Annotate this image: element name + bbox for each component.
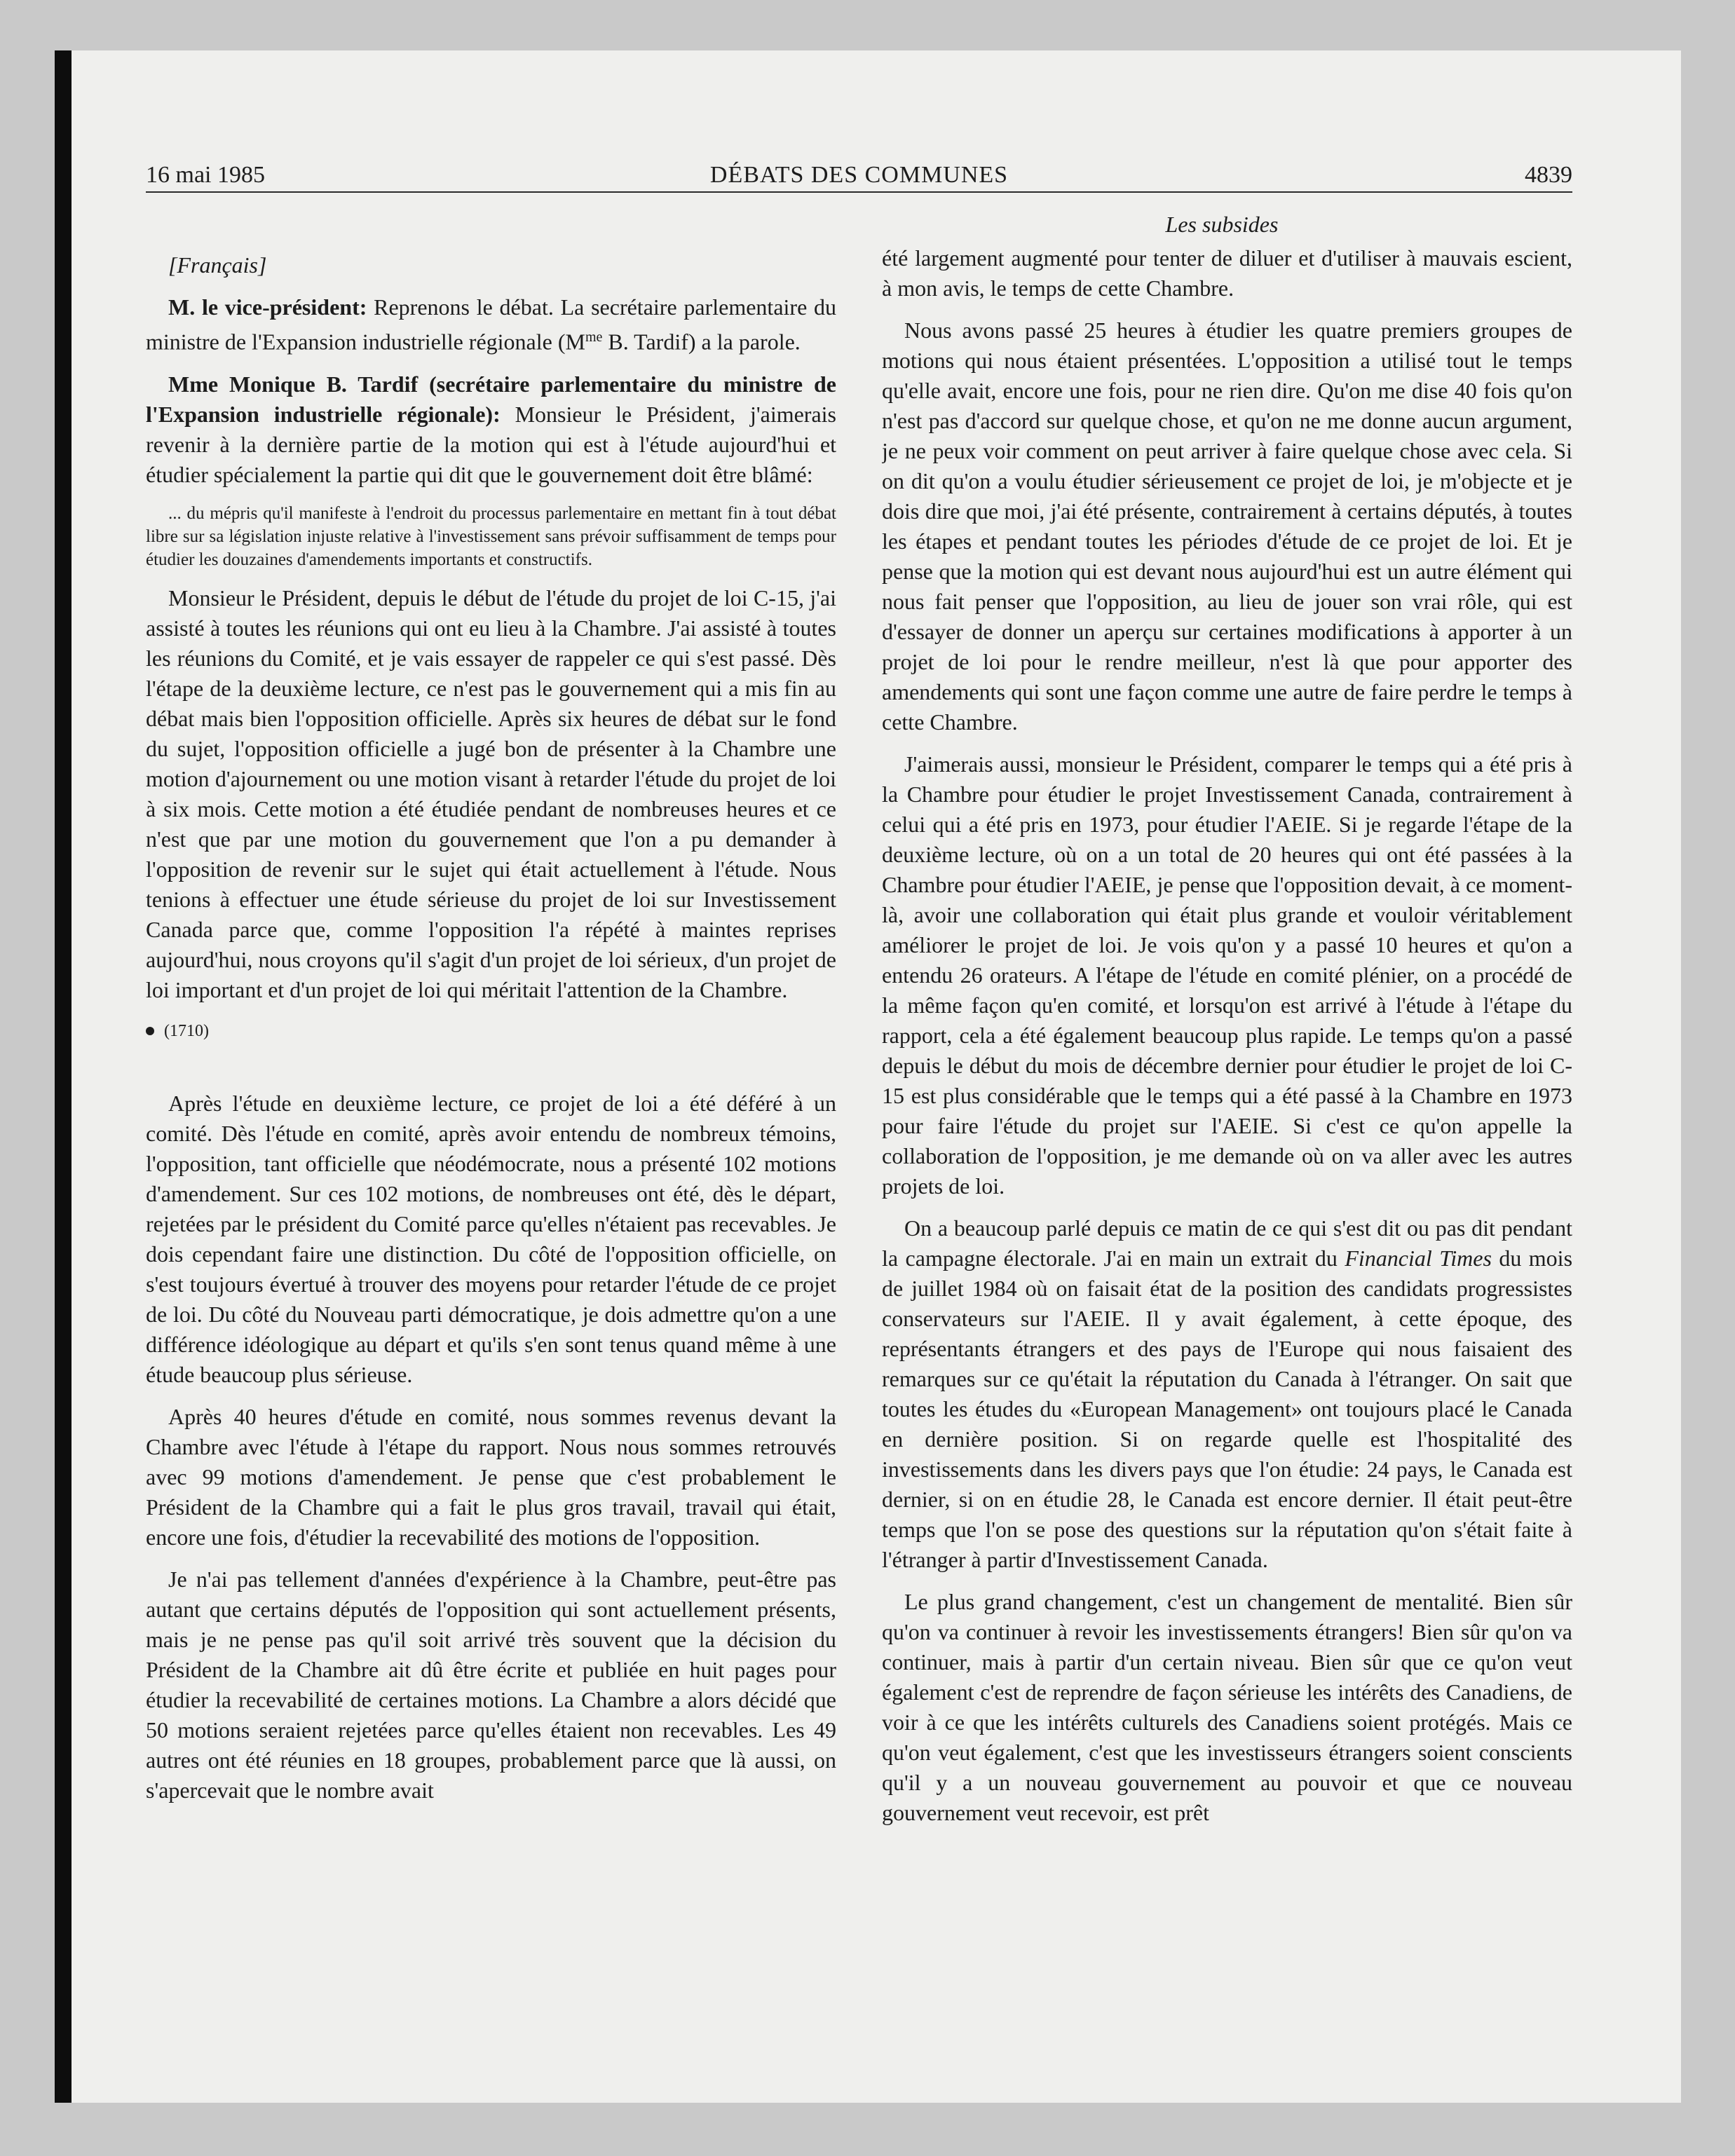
paragraph: Après l'étude en deuxième lecture, ce projet de loi a été déféré à un comité. Dès l'étude en comité, après avoir entendu de nombreux témoins, l'opposition, tant officielle que néodémocrate, nous a présenté 102 motions d'amendement. Sur ces 102 motions, de nombreuses ont été, dès le départ, rejetées par le président du Comité parce qu'elles n'étaient pas recevables. Je dois cependant faire une distinction. Du côté de l'opposition officielle, on s'est toujours évertué à trouver des moyens pour retarder l'étude de ce projet de loi. Du côté du Nouveau parti démocratique, je dois admettre qu'on a une différence idéologique au départ et qu'ils s'en sont tenus quand même à une étude beaucoup plus sérieuse. <box>146 1090 836 1387</box>
paragraph: Monsieur le Président, depuis le début de l'étude du projet de loi C-15, j'ai assisté à toutes les réunions qui ont eu lieu à la Chambre. J'ai assisté à toutes les réunions du Comité, et je vais essayer de rappeler ce qui s'est passé. Dès l'étape de la deuxième lecture, ce n'est pas le gouvernement qui a mis fin au débat mais bien l'opposition officielle. Après six heures de débat sur le fond du sujet, l'opposition officielle a jugé bon de présenter à la Chambre une motion d'ajournement ou une motion visant à retarder l'étude du projet de loi à six mois. Cette motion a été étudiée pendant de nombreuses heures et ce n'est que par une motion du gouvernement que l'on a pu demander à l'opposition de revenir sur le sujet qui était actuellement à l'étude. Nous tenions à effectuer une étude sérieuse du projet de loi sur Investissement Canada parce que, comme l'opposition l'a répété à maintes reprises aujourd'hui, nous croyons qu'il s'agit d'un projet de loi sérieux, d'un projet de loi important et d'un projet de loi qui méritait l'attention de la Chambre. <box>146 585 836 1002</box>
paragraph: Après 40 heures d'étude en comité, nous sommes revenus devant la Chambre avec l'étude à l'étape du rapport. Nous nous sommes retrouvés avec 99 motions d'amendement. Je pense que c'est probablement le Président de la Chambre qui a fait le plus gros travail, travail qui était, encore une fois, d'étudier la recevabilité des motions de l'opposition. <box>146 1403 836 1550</box>
paragraph <box>146 369 836 490</box>
paragraph-text: Reprenons le débat. La secrétaire parlementaire du ministre de l'Expansion industrielle régionale (M <box>146 294 836 355</box>
right-column <box>882 243 1572 2038</box>
header-publication: DÉBATS DES COMMUNES <box>709 162 1009 188</box>
paragraph: J'aimerais aussi, monsieur le Président, comparer le temps qui a été pris à la Chambre pour étudier le projet Investissement Canada, contrairement à celui qui a été pris en 1973, pour étudier l'AEIE. Si je regarde l'étape de la deuxième lecture, où on a un total de 20 heures qui ont été passées à la Chambre pour étudier l'AEIE, je pense que l'opposition devait, à ce moment-là, avoir une collaboration qui était plus grande et vouloir véritablement améliorer le projet de loi. Je vois qu'on y a passé 10 heures et qu'on a entendu 26 orateurs. A l'étape de l'étude en comité plénier, on a procédé de la même façon qu'en comité, et lorsqu'on est arrivé à l'étude à l'étape du rapport, cela a été également beaucoup plus rapide. Le temps qu'on a passé depuis le début du mois de décembre dernier pour étudier le projet de loi C-15 est plus considérable que le temps qui a été passé à la Chambre en 1973 pour faire l'étude du projet sur l'AEIE. Si c'est ce qu'on appelle la collaboration de l'opposition, je me demande où on va aller avec les autres projets de loi. <box>882 751 1572 1199</box>
speaker-name: Mme Monique B. Tardif (secrétaire parlementaire du ministre de l'Expansion industrielle régionale): <box>146 371 836 427</box>
paragraph: Le plus grand changement, c'est un changement de mentalité. Bien sûr qu'on va continuer à revoir les investissements étrangers! Bien sûr qu'on va continuer, mais à partir d'un certain niveau. Bien sûr que ce qu'on veut également c'est de reprendre de façon sérieuse les intérêts des Canadiens, de voir à ce que les intérêts culturels des Canadiens soient protégés. Mais ce qu'on veut également, c'est que les investisseurs étrangers soient conscients qu'il y a un nouveau gouvernement au pouvoir et que ce nouveau gouvernement veut recevoir, est prêt <box>882 1589 1572 1825</box>
scan-binding-edge <box>55 50 72 2103</box>
paragraph-text: Monsieur le Président, j'aimerais revenir à la dernière partie de la motion qui est à l'étude aujourd'hui et étudier spécialement la partie qui dit que le gouvernement doit être blâmé: <box>146 401 836 487</box>
header-date: 16 mai 1985 <box>146 162 265 188</box>
paragraph: Je n'ai pas tellement d'années d'expérience à la Chambre, peut-être pas autant que certains députés de l'opposition qui sont actuellement présents, mais je ne pense pas qu'il soit arrivé très souvent que la décision du Président de la Chambre ait dû être écrite et publiée en huit pages pour étudier la recevabilité de certaines motions. La Chambre a alors décidé que 50 motions seraient rejetées parce qu'elles étaient non recevables. Les 49 autres ont été réunies en 18 groupes, probablement parce que là aussi, on s'apercevait que le nombre avait <box>146 1566 836 1803</box>
paragraph <box>146 292 836 357</box>
paragraph: été largement augmenté pour tenter de diluer et d'utiliser à mauvais escient, à mon avis, le temps de cette Chambre. <box>882 245 1572 301</box>
timestamp-text: (1710) <box>164 1021 209 1040</box>
superscript: me <box>585 329 603 345</box>
timestamp-marker <box>146 1017 836 1045</box>
paragraph-text: On a beaucoup parlé depuis ce matin de ce qui s'est dit ou pas dit pendant la campagne électorale. J'ai en main un extrait du <box>882 1215 1572 1271</box>
section-subheader: Les subsides <box>1165 212 1279 237</box>
left-column <box>146 250 836 2045</box>
bullet-icon <box>146 1027 154 1035</box>
publication-title: Financial Times <box>1345 1246 1492 1271</box>
paragraph: Nous avons passé 25 heures à étudier les quatre premiers groupes de motions qui nous étaient présentées. L'opposition a utilisé tout le temps qu'elle avait, encore une fois, pour ne rien dire. Qu'on me dise 40 fois qu'on n'est pas d'accord sur quelque chose, et qu'on ne me donne aucun argument, je ne peux voir comment on peut arriver à faire quelque chose avec cela. Si on dit qu'on a voulu étudier sérieusement ce projet de loi, je m'objecte et je dois dire que moi, j'ai été présente, contrairement à certains députés, à toutes les étapes et pendant toutes les périodes d'étude de ce projet de loi. Et je pense que la motion qui est devant nous aujourd'hui est un autre élément qui nous fait penser que l'opposition, au lieu de jouer son vrai rôle, qui est d'essayer de donner un aperçu sur certaines modifications à apporter à un projet de loi pour le rendre meilleur, n'est là que pour apporter des amendements qui sont une façon comme une autre de faire perdre le temps à cette Chambre. <box>882 318 1572 735</box>
language-label: [Français] <box>168 252 267 278</box>
paragraph-text: du mois de juillet 1984 où on faisait état de la position des candidats progressistes conservateurs sur l'AEIE. Il y avait également, à cette époque, des représentants étrangers et des pays de l'Europe qui nous faisaient des remarques sur ce qu'était la réputation du Canada à l'étranger. On sait que toutes les études du «European Management» ont toujours placé le Canada en dernière position. Si on regarde quelle est l'hospitalité des investissements dans les divers pays que l'on étudie: 24 pays, le Canada est dernier, si on en étudie 28, le Canada est encore dernier. Il était peut-être temps que l'on se pose des questions sur la réputation qu'on s'était faite à l'étranger à partir d'Investissement Canada. <box>882 1246 1572 1572</box>
header-page-number: 4839 <box>1525 162 1572 188</box>
paragraph-text: B. Tardif) a la parole. <box>602 329 801 355</box>
speaker-name: M. le vice-président: <box>168 294 367 320</box>
paragraph <box>882 1213 1572 1575</box>
block-quote: ... du mépris qu'il manifeste à l'endroit du processus parlementaire en mettant fin à tout débat libre sur sa législation injuste relative à l'investissement sans prévoir suffisamment de temps pour étudier les douzaines d'amendements importants et constructifs. <box>146 503 836 569</box>
document-page <box>55 50 1681 2103</box>
running-header <box>146 159 1572 193</box>
